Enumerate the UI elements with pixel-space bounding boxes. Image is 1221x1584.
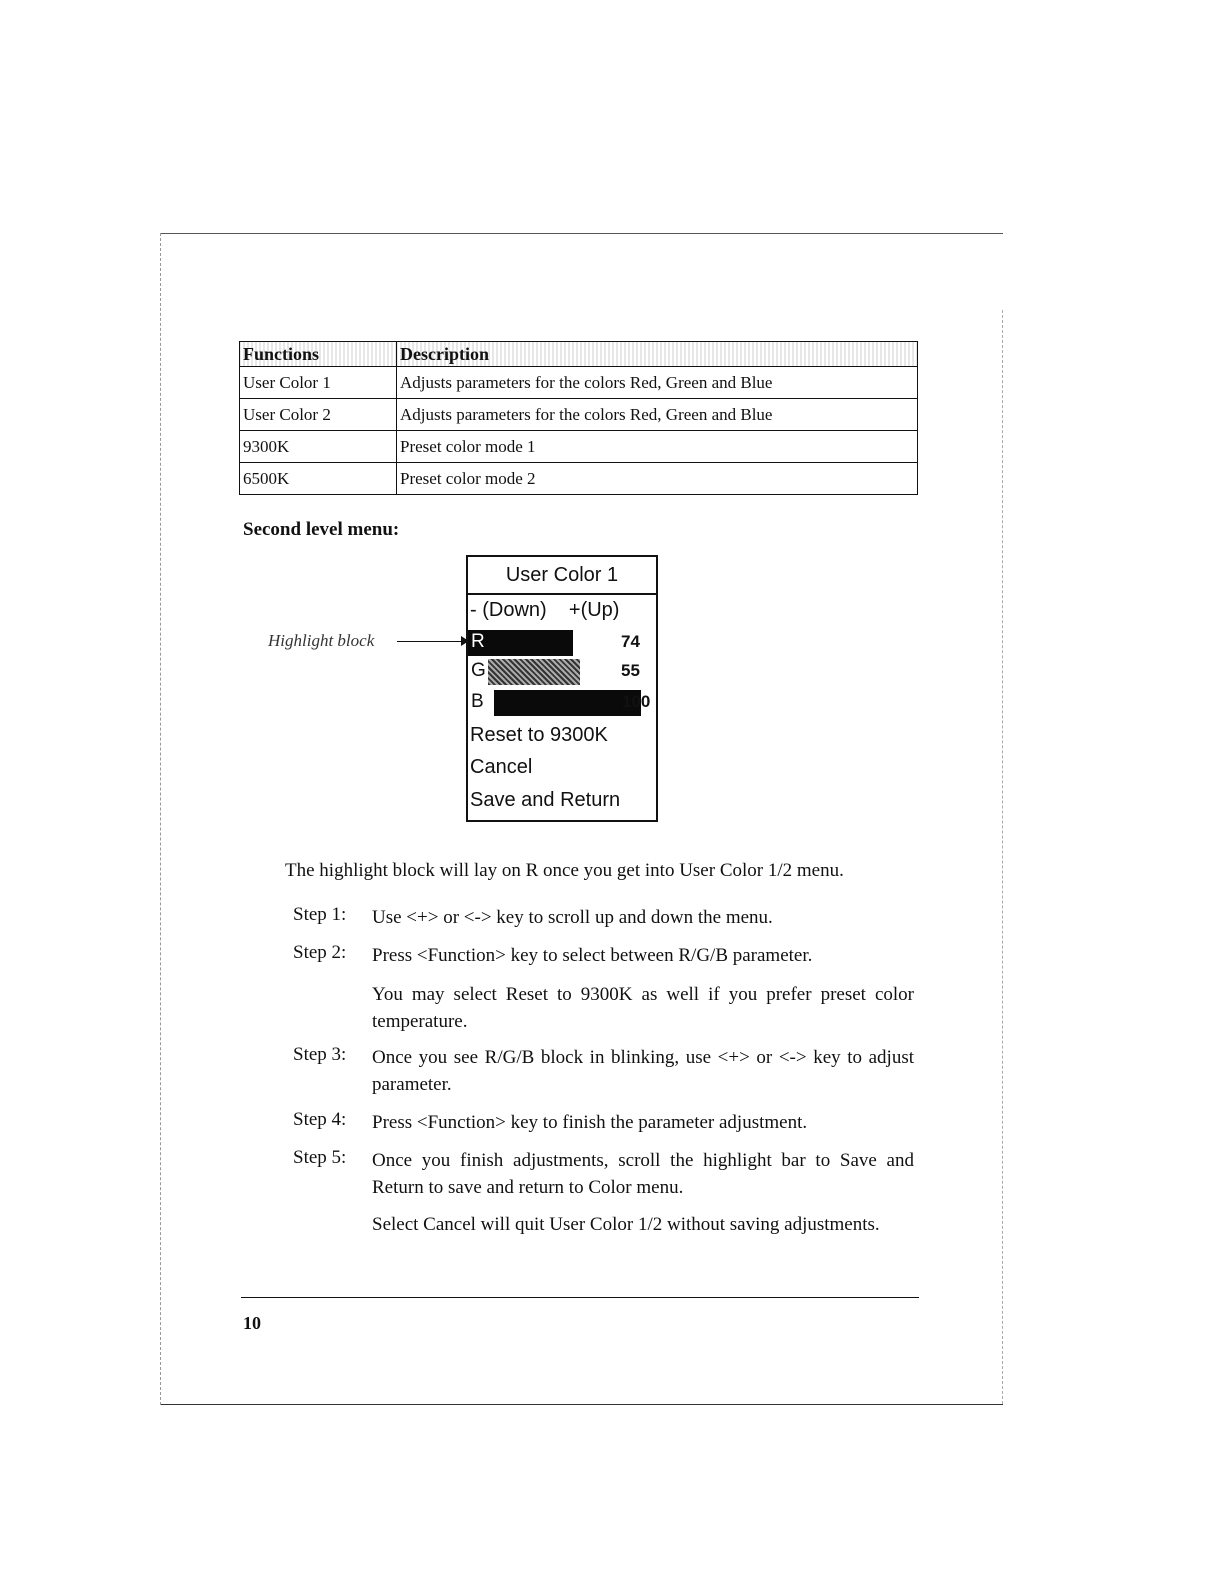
table-cell-function: User Color 2 — [240, 399, 397, 431]
table-cell-function: User Color 1 — [240, 367, 397, 399]
blue-level-bar — [494, 690, 641, 716]
osd-user-color-menu — [466, 555, 658, 822]
table-cell-function: 9300K — [240, 431, 397, 463]
osd-bar-green[interactable] — [468, 658, 656, 686]
page-frame-top — [160, 233, 1003, 234]
red-bar-label: R — [471, 631, 485, 652]
step-label: Step 5: — [293, 1147, 347, 1168]
step-5-note: Select Cancel will quit User Color 1/2 without saving adjustments. — [372, 1214, 880, 1235]
table-row — [240, 463, 918, 495]
red-value: 74 — [621, 632, 640, 651]
osd-title: User Color 1 — [468, 557, 656, 595]
osd-reset-option[interactable]: Reset to 9300K — [470, 724, 608, 746]
step-text: Once you finish adjustments, scroll the highlight bar to Save and Return to save and return to Color menu. — [372, 1150, 914, 1198]
footer-rule — [241, 1297, 919, 1298]
table-cell-function: 6500K — [240, 463, 397, 495]
table-row — [240, 399, 918, 431]
table-row — [240, 367, 918, 399]
table-header-row — [240, 342, 918, 367]
osd-controls-hint: - (Down) +(Up) — [470, 599, 620, 621]
table-row — [240, 431, 918, 463]
step-text: Press <Function> key to select between R/G/B parameter. — [372, 945, 813, 966]
step-text: Use <+> or <-> key to scroll up and down the menu. — [372, 907, 773, 928]
step-label: Step 1: — [293, 904, 347, 925]
osd-bar-blue[interactable] — [468, 689, 656, 717]
green-level-bar — [488, 659, 580, 685]
step-label: Step 2: — [293, 942, 347, 963]
highlight-block-label: Highlight block — [268, 631, 375, 650]
table-header-functions: Functions — [240, 342, 397, 367]
blue-bar-label: B — [471, 691, 484, 712]
osd-cancel-option[interactable]: Cancel — [470, 756, 533, 778]
step-2-note: You may select Reset to 9300K as well if you prefer preset color temperature. — [372, 984, 914, 1032]
page-frame-left — [160, 233, 161, 1405]
table-cell-description: Adjusts parameters for the colors Red, Green and Blue — [397, 367, 918, 399]
blue-value: 100 — [622, 692, 651, 711]
arrow-right-icon — [397, 641, 467, 642]
step-text: Press <Function> key to finish the parameter adjustment. — [372, 1112, 808, 1133]
green-bar-label: G — [471, 660, 486, 681]
page-frame-bottom — [160, 1404, 1003, 1405]
table-cell-description: Preset color mode 2 — [397, 463, 918, 495]
section-title: Second level menu: — [243, 519, 400, 540]
osd-save-return-option[interactable]: Save and Return — [470, 789, 621, 811]
intro-paragraph: The highlight block will lay on R once you get into User Color 1/2 menu. — [285, 860, 844, 881]
step-label: Step 3: — [293, 1044, 347, 1065]
table-header-description: Description — [397, 342, 918, 367]
table-cell-description: Adjusts parameters for the colors Red, Green and Blue — [397, 399, 918, 431]
functions-table — [239, 341, 918, 495]
step-text: Once you see R/G/B block in blinking, use <+> or <-> key to adjust parameter. — [372, 1047, 914, 1095]
page-number: 10 — [243, 1313, 261, 1333]
osd-bar-red[interactable] — [468, 629, 656, 657]
step-label: Step 4: — [293, 1109, 347, 1130]
table-cell-description: Preset color mode 1 — [397, 431, 918, 463]
green-value: 55 — [621, 661, 640, 680]
page-frame-right — [1002, 310, 1003, 1404]
